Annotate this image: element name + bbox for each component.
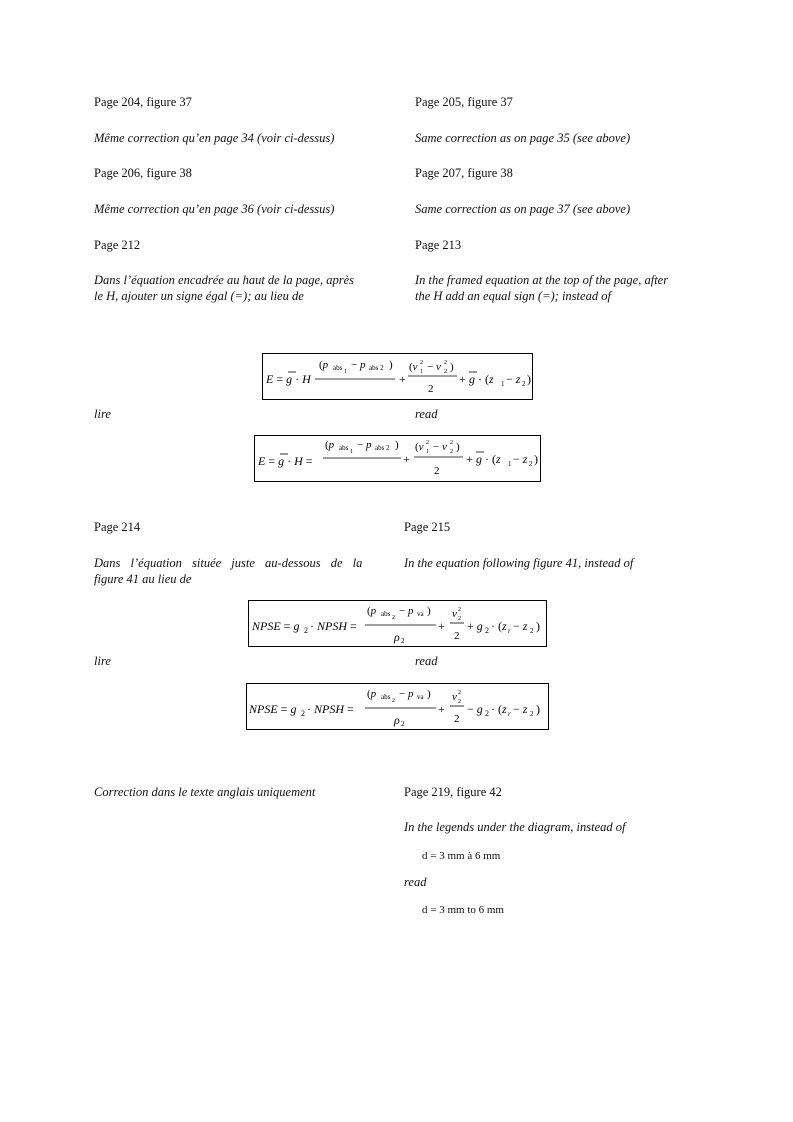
en-correction-text: In the equation following figure 41, instead of <box>404 556 634 570</box>
svg-text:+: + <box>438 619 445 633</box>
svg-text:ρ: ρ <box>394 713 400 727</box>
svg-text:· NPSH =: · NPSH = <box>307 702 354 716</box>
svg-text:+: + <box>399 372 406 386</box>
equation-new-energy <box>254 435 541 482</box>
svg-text:2: 2 <box>392 698 395 704</box>
svg-text:− z: − z <box>513 702 528 716</box>
svg-text:): ) <box>536 619 540 633</box>
svg-text:2: 2 <box>454 630 460 642</box>
en-page-heading: Page 213 <box>415 238 462 252</box>
svg-text:2: 2 <box>458 690 461 696</box>
en-read-label: read <box>404 875 427 889</box>
svg-text:2: 2 <box>450 449 453 455</box>
svg-text:NPSE = g: NPSE = g <box>249 702 297 716</box>
svg-text:): ) <box>395 439 399 451</box>
svg-text:NPSE = g: NPSE = g <box>252 619 300 633</box>
svg-text:2: 2 <box>530 627 534 635</box>
fr-correction-text: Même correction qu’en page 34 (voir ci-dessus) <box>94 131 335 145</box>
svg-text:2: 2 <box>434 465 440 477</box>
svg-text:2: 2 <box>450 440 453 446</box>
svg-text:(p: (p <box>325 439 335 451</box>
svg-text:2: 2 <box>304 626 308 635</box>
svg-text:r: r <box>508 627 511 635</box>
svg-text:1: 1 <box>508 460 512 468</box>
en-correction-text: In the legends under the diagram, instead of <box>404 820 626 834</box>
fr-page-heading: Page 214 <box>94 520 141 534</box>
svg-text:· (z: · (z <box>491 619 507 633</box>
svg-text:1: 1 <box>344 369 347 375</box>
svg-text:g · (z: g · (z <box>469 372 494 386</box>
svg-text:E = g · H: E = g · H <box>266 372 311 386</box>
equation-new-npse <box>246 683 549 730</box>
svg-text:· (z: · (z <box>491 702 507 716</box>
svg-text:+: + <box>403 452 410 466</box>
svg-text:(p: (p <box>367 688 377 700</box>
svg-text:2: 2 <box>401 720 405 728</box>
svg-text:): ) <box>527 372 531 386</box>
svg-text:1: 1 <box>426 449 429 455</box>
svg-text:(v: (v <box>415 441 424 453</box>
en-page-heading: Page 207, figure 38 <box>415 166 513 180</box>
fr-page-heading: Page 204, figure 37 <box>94 95 192 109</box>
fr-correction-text: le H, ajouter un signe égal (=); au lieu de <box>94 289 304 303</box>
svg-text:): ) <box>427 605 431 617</box>
svg-text:ρ: ρ <box>394 630 400 644</box>
svg-text:): ) <box>456 441 460 453</box>
en-read-label: read <box>415 407 438 421</box>
svg-text:2: 2 <box>454 713 460 725</box>
svg-text:− p: − p <box>351 359 366 371</box>
svg-text:(p: (p <box>319 359 329 371</box>
equation-old-npse <box>248 600 547 647</box>
svg-text:r: r <box>508 710 511 718</box>
svg-text:abs 2: abs 2 <box>369 364 384 372</box>
svg-text:abs 2: abs 2 <box>375 444 390 452</box>
svg-text:): ) <box>450 361 454 373</box>
svg-text:2: 2 <box>426 440 429 446</box>
svg-text:2: 2 <box>458 616 461 622</box>
new-value: d = 3 mm to 6 mm <box>422 904 504 916</box>
svg-text:2: 2 <box>529 460 533 468</box>
svg-text:2: 2 <box>530 710 534 718</box>
svg-text:+: + <box>459 372 466 386</box>
en-correction-text: In the framed equation at the top of the page, after <box>415 273 669 287</box>
svg-text:abs: abs <box>381 610 391 618</box>
svg-text:va: va <box>417 610 424 618</box>
fr-correction-text: Dans l’équation encadrée au haut de la page, après <box>94 273 355 287</box>
svg-text:abs: abs <box>333 364 343 372</box>
svg-text:2: 2 <box>522 380 526 388</box>
fr-correction-text: Correction dans le texte anglais uniquement <box>94 785 316 799</box>
fr-read-label: lire <box>94 654 111 668</box>
svg-text:+: + <box>466 452 473 466</box>
svg-text:2: 2 <box>458 699 461 705</box>
svg-text:E = g · H =: E = g · H = <box>258 454 313 468</box>
svg-text:− g: − g <box>467 702 483 716</box>
svg-text:v: v <box>452 691 457 703</box>
svg-text:(v: (v <box>409 361 418 373</box>
svg-text:2: 2 <box>458 607 461 613</box>
svg-text:abs: abs <box>381 693 391 701</box>
svg-text:): ) <box>534 452 538 466</box>
svg-text:): ) <box>536 702 540 716</box>
svg-text:− z: − z <box>506 372 521 386</box>
svg-text:2: 2 <box>444 360 447 366</box>
svg-text:− p: − p <box>399 605 414 617</box>
svg-text:+: + <box>438 702 445 716</box>
svg-text:2: 2 <box>444 369 447 375</box>
en-page-heading: Page 215 <box>404 520 451 534</box>
svg-text:va: va <box>417 693 424 701</box>
svg-text:1: 1 <box>350 449 353 455</box>
en-correction-text: Same correction as on page 35 (see above) <box>415 131 631 145</box>
en-correction-text: the H add an equal sign (=); instead of <box>415 289 611 303</box>
svg-text:2: 2 <box>485 626 489 635</box>
fr-correction-text: figure 41 au lieu de <box>94 572 192 586</box>
fr-read-label: lire <box>94 407 111 421</box>
svg-text:− v: − v <box>433 441 447 453</box>
svg-text:2: 2 <box>392 615 395 621</box>
svg-text:): ) <box>389 359 393 371</box>
svg-text:abs: abs <box>339 444 349 452</box>
en-correction-text: Same correction as on page 37 (see above) <box>415 202 631 216</box>
svg-text:− z: − z <box>513 452 528 466</box>
en-page-heading: Page 219, figure 42 <box>404 785 502 799</box>
en-read-label: read <box>415 654 438 668</box>
svg-text:− z: − z <box>513 619 528 633</box>
svg-text:g · (z: g · (z <box>476 452 501 466</box>
svg-text:v: v <box>452 608 457 620</box>
fr-correction-text: Même correction qu’en page 36 (voir ci-dessus) <box>94 202 335 216</box>
svg-text:2: 2 <box>420 360 423 366</box>
fr-page-heading: Page 206, figure 38 <box>94 166 192 180</box>
svg-text:): ) <box>427 688 431 700</box>
svg-text:2: 2 <box>485 709 489 718</box>
svg-text:+ g: + g <box>467 619 483 633</box>
svg-text:2: 2 <box>401 637 405 645</box>
fr-page-heading: Page 212 <box>94 238 141 252</box>
svg-text:(p: (p <box>367 605 377 617</box>
svg-text:1: 1 <box>420 369 423 375</box>
old-value: d = 3 mm à 6 mm <box>422 850 501 862</box>
equation-old-energy <box>262 353 533 400</box>
fr-correction-text: Dans l’équation située juste au-dessous de la <box>94 556 363 570</box>
en-page-heading: Page 205, figure 37 <box>415 95 513 109</box>
svg-text:· NPSH =: · NPSH = <box>310 619 357 633</box>
svg-text:2: 2 <box>428 383 434 395</box>
svg-text:1: 1 <box>501 380 505 388</box>
svg-text:− v: − v <box>427 361 441 373</box>
svg-text:− p: − p <box>357 439 372 451</box>
svg-text:− p: − p <box>399 688 414 700</box>
svg-text:2: 2 <box>301 709 305 718</box>
